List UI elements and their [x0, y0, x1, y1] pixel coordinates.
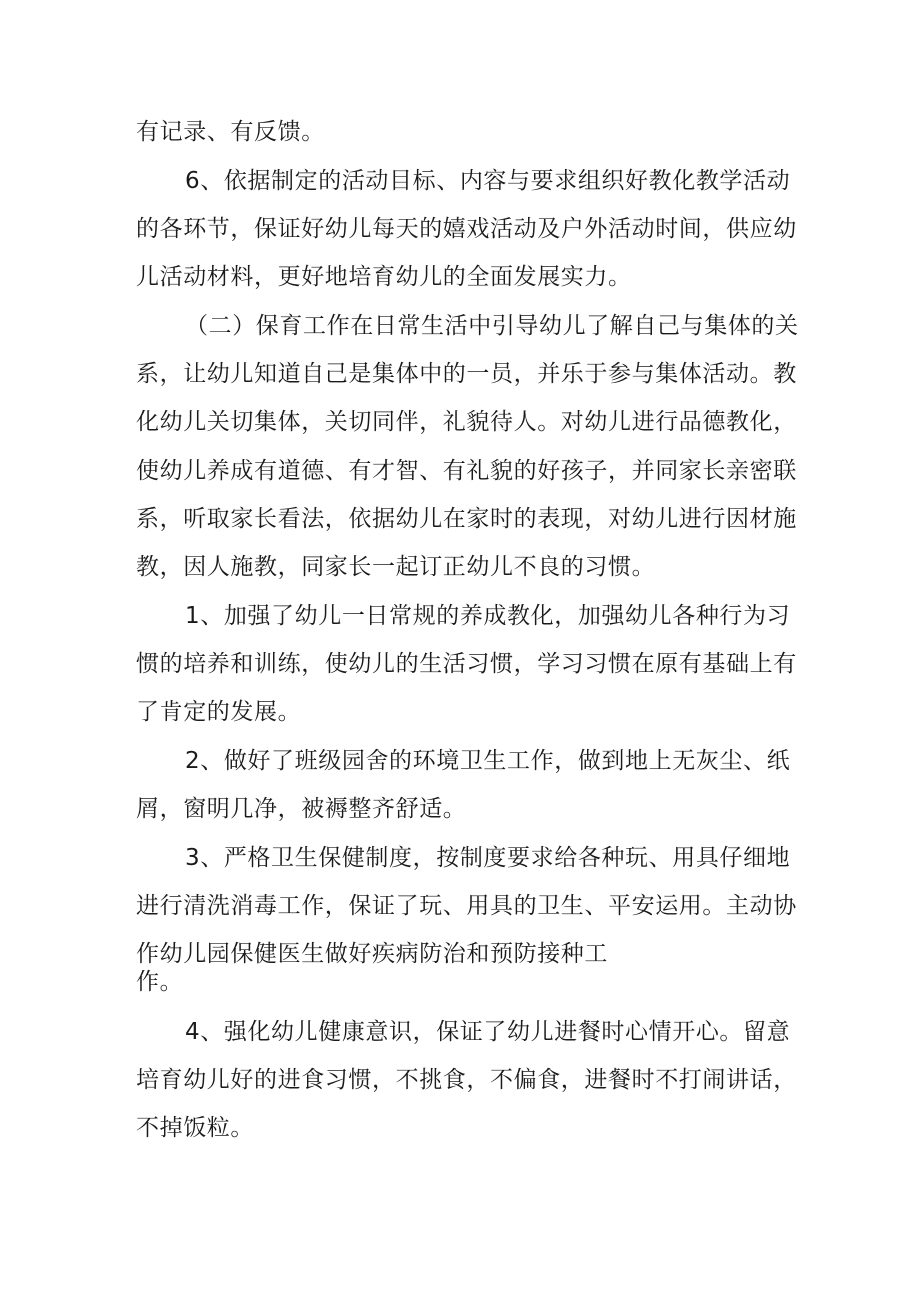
text-line: 使幼儿养成有道德、有才智、有礼貌的好孩子，并同家长亲密联 [136, 458, 797, 484]
text-line: 屑，窗明几净，被褥整齐舒适。 [136, 796, 467, 822]
text-line: 4、强化幼儿健康意识，保证了幼儿进餐时心情开心。留意 [185, 1019, 791, 1045]
text-line: 儿活动材料，更好地培育幼儿的全面发展实力。 [136, 264, 632, 290]
text-line: 惯的培养和训练，使幼儿的生活习惯，学习习惯在原有基础上有 [136, 651, 797, 677]
text-line: 2、做好了班级园舍的环境卫生工作，做到地上无灰尘、纸 [185, 748, 791, 774]
text-line: 3、严格卫生保健制度，按制度要求给各种玩、用具仔细地 [185, 845, 791, 871]
text-line: 的各环节，保证好幼儿每天的嬉戏活动及户外活动时间，供应幼 [136, 216, 797, 242]
text-line: 有记录、有反馈。 [136, 119, 325, 145]
text-line: 培育幼儿好的进食习惯，不挑食，不偏食，进餐时不打闹讲话， [136, 1067, 797, 1093]
text-line: 1、加强了幼儿一日常规的养成教化，加强幼儿各种行为习 [185, 603, 791, 629]
text-line: 进行清洗消毒工作，保证了玩、用具的卫生、平安运用。主动协 [136, 893, 797, 919]
text-line: 化幼儿关切集体，关切同伴，礼貌待人。对幼儿进行品德教化， [136, 409, 797, 435]
text-line: 不掉饭粒。 [136, 1115, 254, 1141]
text-line: （二）保育工作在日常生活中引导幼儿了解自己与集体的关 [185, 313, 799, 339]
text-line: 6、依据制定的活动目标、内容与要求组织好教化教学活动 [185, 168, 791, 194]
text-line: 教，因人施教，同家长一起订正幼儿不良的习惯。 [136, 554, 656, 580]
text-line: 作。 [136, 969, 184, 995]
text-line: 系，听取家长看法，依据幼儿在家时的表现，对幼儿进行因材施 [136, 506, 797, 532]
text-line: 作幼儿园保健医生做好疾病防治和预防接种工 [136, 941, 608, 967]
text-line: 了肯定的发展。 [136, 699, 302, 725]
text-line: 系，让幼儿知道自己是集体中的一员，并乐于参与集体活动。教 [136, 361, 797, 387]
